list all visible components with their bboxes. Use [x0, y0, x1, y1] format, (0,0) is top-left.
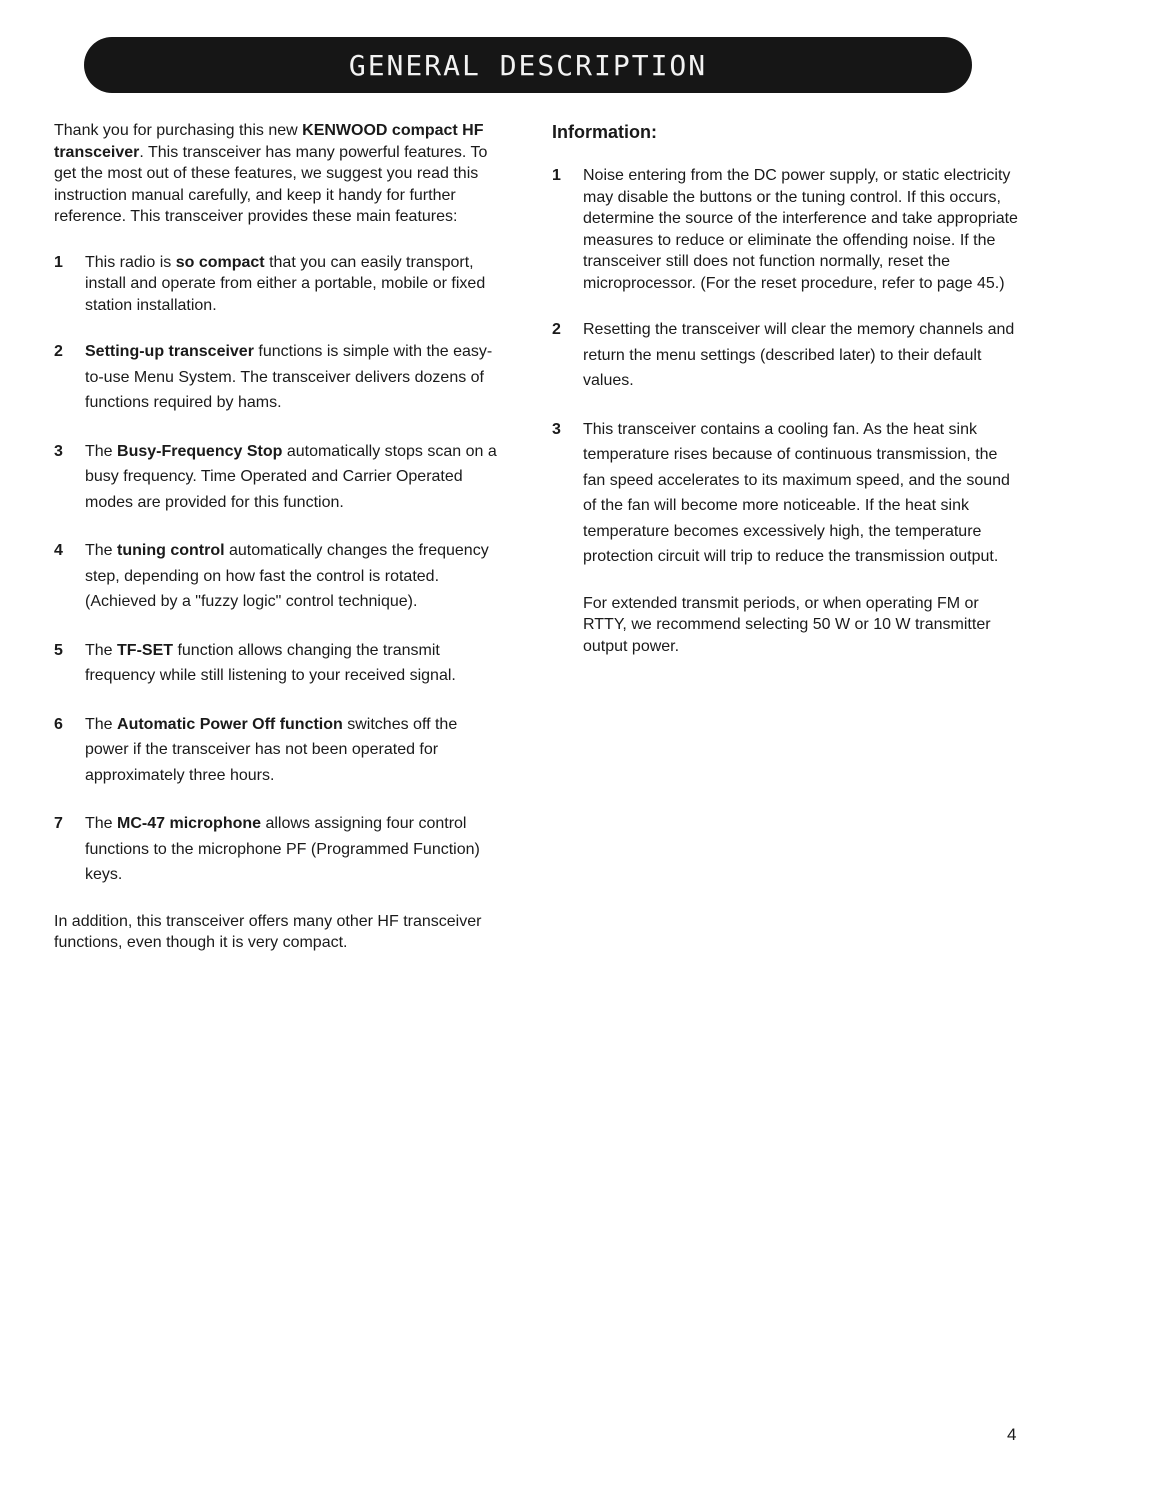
information-heading: Information: — [552, 122, 657, 142]
item-text — [85, 712, 504, 789]
left-column — [54, 120, 504, 954]
item-number: 4 — [54, 542, 63, 559]
item-emphasis: Automatic Power Off function — [117, 715, 343, 733]
item-number: 2 — [552, 321, 561, 338]
info-item — [552, 165, 1022, 294]
item-emphasis: TF-SET — [117, 641, 174, 659]
item-text — [85, 339, 504, 416]
feature-item — [54, 339, 504, 416]
item-text: Resetting the transceiver will clear the memory channels and return the menu settings (described later) to their default values. — [583, 321, 1015, 389]
closing-paragraph: In addition, this transceiver offers many other HF transceiver functions, even though it is very compact. — [54, 912, 482, 951]
item-text-pre: The — [85, 641, 118, 659]
power-note: For extended transmit periods, or when operating FM or RTTY, we recommend selecting 50 W or 10 W transmitter output power. — [583, 594, 991, 655]
section-banner — [84, 37, 972, 93]
item-text-pre: The — [85, 815, 118, 832]
item-text — [85, 811, 504, 888]
item-text: This transceiver contains a cooling fan. As the heat sink temperature rises because of continuous transmission, the fan speed accelerates to its maximum speed, and the sound of the fan will become more noticeable. If the heat sink temperature becomes excessively high, the temperature protection circuit will trip to reduce the transmission output. — [583, 420, 1010, 565]
page-title: GENERAL DESCRIPTION — [348, 48, 708, 82]
item-text-pre: This radio is — [85, 253, 176, 271]
item-text — [85, 252, 504, 317]
item-number: 1 — [54, 253, 63, 271]
item-number: 7 — [54, 815, 63, 832]
feature-item — [54, 811, 504, 888]
item-text — [85, 439, 504, 516]
item-emphasis: MC-47 microphone — [117, 815, 262, 832]
item-text: Noise entering from the DC power supply, or static electricity may disable the buttons or the tuning control. If this occurs, determine the source of the interference and take appropriate measures to reduce or eliminate the offending noise. If the transceiver still does not function normally, reset the microprocessor. (For the reset procedure, refer to page 45.) — [583, 167, 1018, 292]
item-text-post: automatically changes the frequency step, depending on how fast the control is rotated. (Achieved by a "fuzzy logic" control technique). — [85, 542, 489, 610]
item-text-post: allows assigning four control functions to the microphone PF (Programmed Function) keys. — [85, 815, 480, 883]
feature-item — [54, 538, 504, 615]
item-emphasis: tuning control — [117, 542, 225, 559]
feature-item — [54, 439, 504, 516]
item-number: 2 — [54, 343, 63, 360]
item-text-post: functions is simple with the easy-to-use Menu System. The transceiver delivers dozens of functions required by hams. — [85, 343, 493, 411]
item-text-post: automatically stops scan on a busy frequency. Time Operated and Carrier Operated modes are provided for this function. — [85, 442, 497, 511]
item-text-post: switches off the power if the transceiver has not been operated for approximately three hours. — [85, 715, 458, 784]
info-item — [552, 317, 1022, 394]
item-number: 5 — [54, 641, 63, 659]
item-number: 1 — [552, 167, 561, 184]
item-emphasis: Busy-Frequency Stop — [117, 442, 283, 460]
feature-item — [54, 638, 504, 689]
item-text — [85, 638, 504, 689]
feature-item — [54, 252, 504, 317]
feature-item — [54, 712, 504, 789]
item-number: 6 — [54, 715, 63, 733]
item-text-post: function allows changing the transmit frequency while still listening to your received signal. — [85, 641, 456, 684]
item-number: 3 — [54, 442, 63, 460]
item-text-pre: The — [85, 715, 118, 733]
item-text-pre: The — [85, 442, 118, 460]
intro-text-rest: . This transceiver has many powerful features. To get the most out of these features, we suggest you read this instruction manual carefully, and keep it handy for further reference. This transceiver provides these main features: — [54, 143, 488, 225]
item-number: 3 — [552, 420, 561, 438]
info-item — [552, 417, 1022, 570]
intro-text: Thank you for purchasing this new — [54, 122, 303, 139]
item-text-pre: The — [85, 542, 118, 559]
item-emphasis: so compact — [175, 253, 265, 271]
intro-emphasis: KENWOOD compact HF transceiver — [54, 122, 484, 161]
page-number: 4 — [1007, 1425, 1017, 1444]
item-text-post: that you can easily transport, install and operate from either a portable, mobile or fixed station installation. — [85, 253, 486, 314]
intro-paragraph — [54, 120, 504, 228]
right-column — [552, 120, 1022, 657]
item-emphasis: Setting-up transceiver — [85, 343, 254, 360]
item-text — [85, 538, 504, 615]
